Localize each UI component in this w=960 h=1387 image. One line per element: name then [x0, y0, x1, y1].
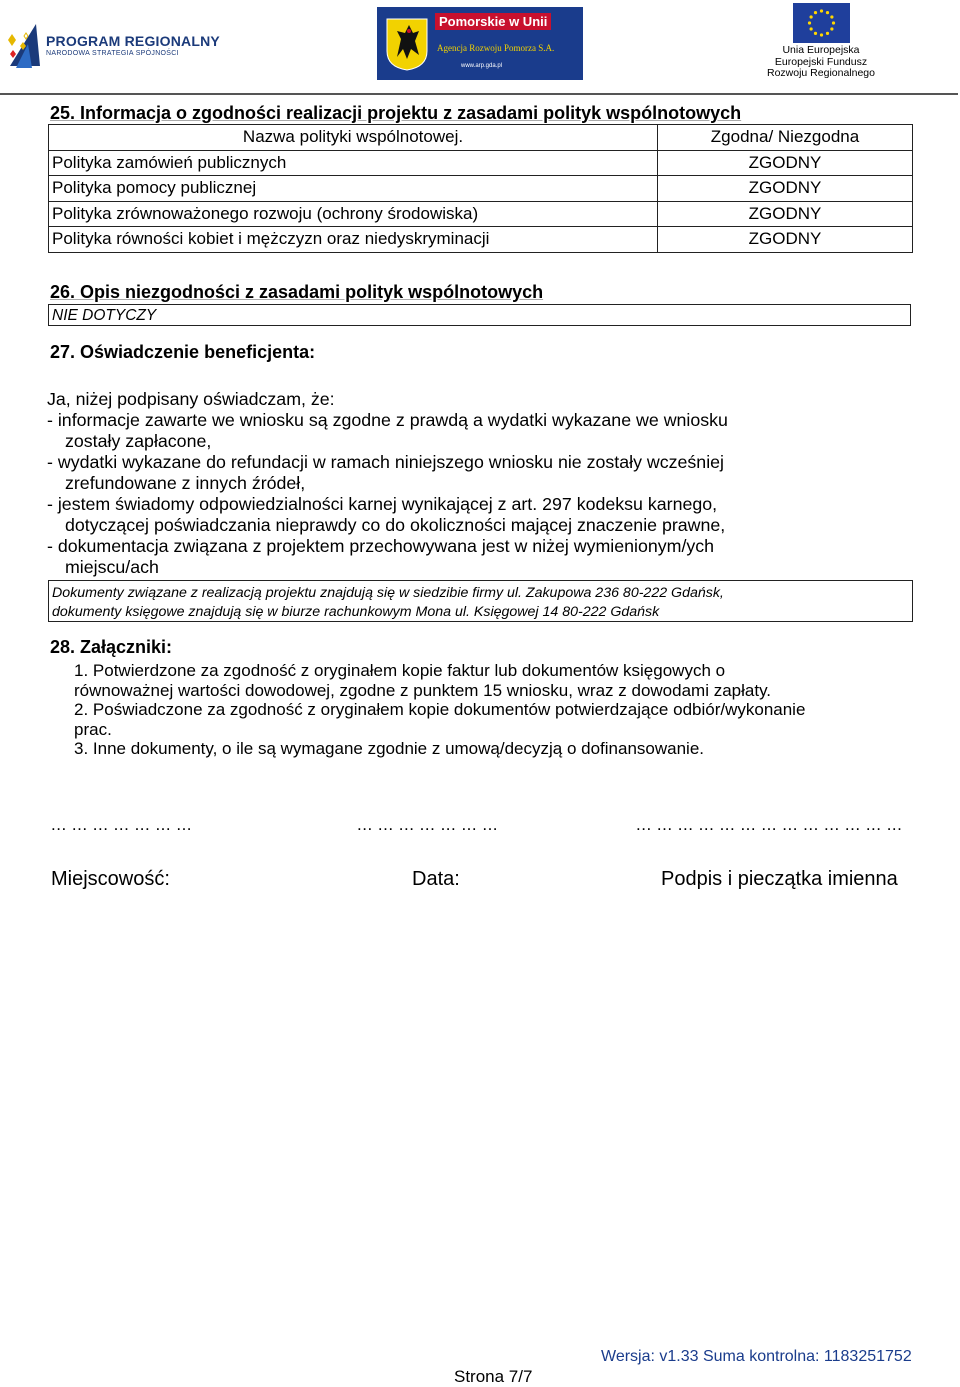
- declaration-line: - informacje zawarte we wniosku są zgodne z prawdą a wydatki wykazane we wniosku: [47, 410, 728, 430]
- declaration-line: - dokumentacja związana z projektem przechowywana jest w niżej wymienionym/ych: [47, 536, 715, 556]
- table-row: [49, 201, 913, 227]
- declaration-line: - jestem świadomy odpowiedzialności karnej wynikającej z art. 297 kodeksu karnego,: [47, 494, 718, 514]
- noncompliance-description-box: NIE DOTYCZY: [48, 304, 911, 326]
- program-title: PROGRAM REGIONALNY: [46, 33, 220, 49]
- program-subtitle: NARODOWA STRATEGIA SPÓJNOŚCI: [46, 50, 179, 57]
- eu-star-icon: [820, 33, 823, 36]
- eu-star-icon: [810, 15, 813, 18]
- declaration-line: Ja, niżej podpisany oświadczam, że:: [47, 389, 335, 409]
- declaration-line: zostały zapłacone,: [65, 431, 212, 451]
- eu-flag-icon: [793, 3, 850, 43]
- attachment-line: 3. Inne dokumenty, o ile są wymagane zgodnie z umową/decyzją o dofinansowanie.: [74, 739, 705, 759]
- eu-caption-line: Europejski Fundusz: [774, 55, 868, 68]
- policy-name: Polityka zamówień publicznych: [49, 150, 658, 176]
- policy-name: Polityka zrównoważonego rozwoju (ochrony środowiska): [49, 201, 658, 227]
- pomorskie-agency: Agencja Rozwoju Pomorza S.A.: [437, 43, 555, 53]
- version-checksum: Wersja: v1.33 Suma kontrolna: 1183251752: [601, 1348, 912, 1365]
- page-number: Strona 7/7: [454, 1367, 533, 1386]
- signature-label: Podpis i pieczątka imienna: [661, 868, 898, 890]
- declaration-line: dotyczącej poświadczania nieprawdy co do okoliczności mającej znaczenie prawne,: [65, 515, 726, 535]
- declaration-line: zrefundowane z innych źródeł,: [65, 473, 306, 493]
- column-header-compliance: Zgodna/ Niezgodna: [658, 125, 913, 151]
- beneficiary-declaration: [47, 389, 728, 578]
- eu-star-icon: [814, 32, 817, 35]
- declaration-line: miejscu/ach: [65, 557, 159, 577]
- attachment-line: 2. Poświadczone za zgodność z oryginałem kopie dokumentów potwierdzające odbiór/wykonanie: [74, 700, 806, 720]
- section-27-title: 27. Oświadczenie beneficjenta:: [50, 342, 316, 362]
- table-row: [49, 150, 913, 176]
- policy-name: Polityka pomocy publicznej: [49, 176, 658, 202]
- griffin-crest-icon: [385, 17, 429, 71]
- eu-star-icon: [826, 32, 829, 35]
- documents-location-line: dokumenty księgowe znajdują się w biurze rachunkowym Mona ul. Księgowej 14 80-222 Gdańsk: [52, 604, 660, 620]
- attachments-list: [74, 661, 805, 759]
- policy-status: ZGODNY: [658, 201, 913, 227]
- eu-star-icon: [810, 27, 813, 30]
- date-label: Data:: [412, 868, 460, 890]
- eu-star-icon: [830, 15, 833, 18]
- pomorskie-url: www.arp.gda.pl: [461, 63, 503, 69]
- header-divider: [0, 93, 958, 95]
- eu-star-icon: [808, 21, 811, 24]
- eu-star-icon: [820, 9, 823, 12]
- documents-location-box: [48, 580, 913, 622]
- page-header: [0, 0, 960, 96]
- place-dotted-line: ... ... ... ... ... ... ...: [51, 815, 193, 834]
- documents-location-line: Dokumenty związane z realizacją projektu znajdują się w siedzibie firmy ul. Zakupowa 236 80-222 Gdańsk,: [52, 585, 724, 601]
- section-28-title: 28. Załączniki:: [50, 637, 173, 657]
- policy-status: ZGODNY: [658, 150, 913, 176]
- column-header-policy: Nazwa polityki wspólnotowej.: [49, 125, 658, 151]
- eu-star-icon: [832, 21, 835, 24]
- eu-caption-line: Unia Europejska: [782, 44, 860, 56]
- attachment-line: równoważnej wartości dowodowej, zgodne z punktem 15 wniosku, wraz z dowodami zapłaty.: [74, 680, 772, 700]
- eu-star-icon: [830, 27, 833, 30]
- place-label: Miejscowość:: [51, 868, 170, 890]
- eu-caption: [755, 45, 887, 80]
- policy-compliance-table: [48, 124, 913, 253]
- table-header-row: [49, 125, 913, 151]
- star-flag-icon: [6, 16, 42, 72]
- policy-status: ZGODNY: [658, 176, 913, 202]
- table-row: [49, 176, 913, 202]
- table-row: [49, 227, 913, 253]
- pomorskie-title: Pomorskie w Unii: [435, 13, 551, 30]
- signature-dotted-line: ... ... ... ... ... ... ... ... ... ... ... ... ...: [636, 815, 903, 834]
- policy-name: Polityka równości kobiet i mężczyzn oraz niedyskryminacji: [49, 227, 658, 253]
- attachment-line: prac.: [74, 719, 112, 739]
- pomorskie-logo: [377, 7, 583, 80]
- eu-star-icon: [814, 11, 817, 14]
- policy-status: ZGODNY: [658, 227, 913, 253]
- section-26-title: 26. Opis niezgodności z zasadami polityk wspólnotowych: [50, 282, 544, 302]
- declaration-line: - wydatki wykazane do refundacji w ramach niniejszego wniosku nie zostały wcześniej: [47, 452, 724, 472]
- eu-star-icon: [826, 11, 829, 14]
- date-dotted-line: ... ... ... ... ... ... ...: [357, 815, 499, 834]
- eu-caption-line: Rozwoju Regionalnego: [767, 67, 875, 79]
- section-25-title: 25. Informacja o zgodności realizacji projektu z zasadami polityk wspólnotowych: [50, 103, 742, 123]
- attachment-line: 1. Potwierdzone za zgodność z oryginałem kopie faktur lub dokumentów księgowych o: [74, 661, 726, 680]
- program-regionalny-logo: [6, 16, 220, 72]
